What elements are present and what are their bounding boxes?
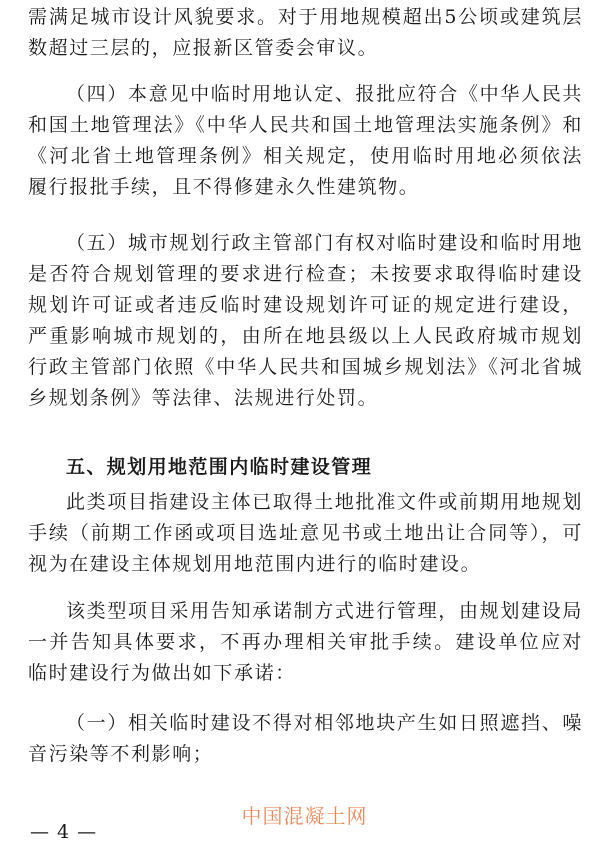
paragraph-section-intro: 此类项目指建设主体已取得土地批准文件或前期用地规划手续（前期工作函或项目选址意见书或土地出让合同等），可视为在建设主体规划用地范围内进行的临时建设。 bbox=[28, 491, 583, 575]
paragraph-item-four: （四）本意见中临时用地认定、报批应符合《中华人民共和国土地管理法》《中华人民共和国土地管理法实施条例》和《河北省土地管理条例》相关规定，使用临时用地必须依法履行报批手续，且不得修建永久性建筑物。 bbox=[28, 83, 583, 198]
page-number: — 4 — bbox=[30, 821, 98, 843]
watermark-text: 中国混凝土网 bbox=[241, 804, 368, 828]
section-heading: 五、规划用地范围内临时建设管理 bbox=[66, 456, 373, 478]
paragraph-item-five: （五）城市规划行政主管部门有权对临时建设和临时用地是否符合规划管理的要求进行检查；未按要求取得临时建设规划许可证或者违反临时建设规划许可证的规定进行建设，严重影响城市规划的，由所在地县级以上人民政府城市规划行政主管部门依照《中华人民共和国城乡规划法》《河北省城乡规划条例》等法律、法规进行处罚。 bbox=[28, 232, 583, 409]
paragraph-commitment-one: （一）相关临时建设不得对相邻地块产生如日照遮挡、噪音污染等不利影响； bbox=[28, 712, 583, 765]
paragraph-notification: 该类型项目采用告知承诺制方式进行管理，由规划建设局一并告知具体要求，不再办理相关审批手续。建设单位应对临时建设行为做出如下承诺： bbox=[28, 600, 583, 684]
paragraph-continuation: 需满足城市设计风貌要求。对于用地规模超出5公顷或建筑层数超过三层的，应报新区管委会审议。 bbox=[28, 6, 583, 59]
